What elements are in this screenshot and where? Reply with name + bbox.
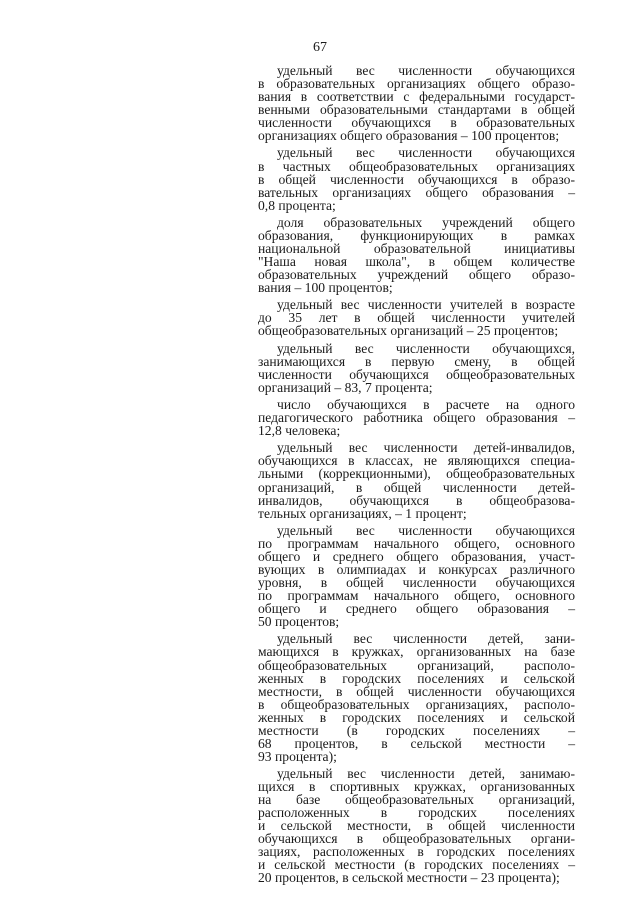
text-line: организаций – 83, 7 процента; — [258, 379, 433, 395]
text-line: по программам начального общего, основного — [258, 588, 575, 604]
text-line: образования, функционирующих в рамках — [258, 227, 575, 243]
text-line: общеобразовательных организаций, располо- — [258, 657, 575, 673]
text-line: тельных организациях, – 1 процент; — [258, 505, 467, 521]
text-line: в общеобразовательных организациях, располо- — [258, 696, 575, 712]
text-line: и сельской местности (в городских поселениях – — [258, 857, 575, 873]
text-line: в общей численности обучающихся в образо- — [258, 171, 575, 187]
text-line: инвалидов, обучающихся в общеобразова- — [258, 492, 575, 508]
paragraph — [258, 632, 575, 762]
text-line: уровня, в общей численности обучающихся — [258, 575, 575, 591]
text-line: число обучающихся в расчете на одного — [277, 397, 575, 413]
text-line: педагогического работника общего образования – — [258, 410, 575, 426]
paragraph — [258, 216, 575, 294]
text-line: в частных общеобразовательных организациях — [258, 158, 575, 174]
text-line: удельный вес численности обучающихся — [277, 63, 575, 78]
text-line: обучающихся в общеобразовательных органи- — [258, 831, 575, 847]
text-line: 93 процента); — [258, 748, 337, 764]
text-line: местности, в общей численности обучающихся — [258, 683, 575, 699]
text-line: по программам начального общего, основного — [258, 535, 575, 551]
text-line: удельный вес численности учителей в возрасте — [277, 297, 575, 313]
text-line: и сельской местности, в общей численности — [258, 818, 575, 834]
text-line: вующих в олимпиадах и конкурсах различного — [258, 562, 575, 577]
text-line: образовательных учреждений общего образо- — [258, 267, 575, 283]
text-line: доля образовательных учреждений общего — [277, 214, 575, 230]
page-number: 67 — [313, 40, 327, 55]
text-line: вания в соответствии с федеральными государст- — [258, 89, 575, 105]
text-line: удельный вес численности обучающихся — [277, 145, 575, 161]
text-line: удельный вес численности детей, занимаю- — [277, 766, 575, 782]
text-line: численности обучающихся общеобразовательных — [258, 366, 575, 382]
text-line: в образовательных организациях общего образо- — [258, 76, 575, 92]
text-line: национальной образовательной инициативы — [258, 240, 575, 256]
text-line: на базе общеобразовательных организаций, — [258, 792, 575, 808]
text-line: организациях общего образования – 100 процентов; — [258, 128, 560, 144]
paragraph — [258, 298, 575, 337]
text-line: венными образовательными стандартами в общей — [258, 102, 575, 118]
text-line: 68 процентов, в сельской местности – — [258, 735, 575, 751]
paragraph — [258, 398, 575, 437]
text-line: удельный вес численности обучающихся, — [277, 340, 575, 356]
text-line: удельный вес численности обучающихся — [277, 522, 575, 538]
text-line: женных в городских поселениях и сельской — [258, 709, 575, 725]
text-line: общего и среднего общего образования – — [258, 601, 575, 617]
text-line: расположенных в городских поселениях — [258, 805, 575, 821]
paragraph — [258, 146, 575, 211]
text-line: местности (в городских поселениях – — [258, 722, 575, 738]
text-line: 20 процентов, в сельской местности – 23 процента); — [258, 870, 560, 886]
text-line: 0,8 процента; — [258, 197, 336, 213]
text-line: щихся в спортивных кружках, организованных — [258, 779, 575, 795]
text-line: льными (коррекционными), общеобразовательных — [258, 466, 575, 482]
text-line: вания – 100 процентов; — [258, 280, 393, 296]
text-line: занимающихся в первую смену, в общей — [258, 353, 575, 369]
text-line: зациях, расположенных в городских поселениях — [258, 844, 575, 860]
text-line: до 35 лет в общей численности учителей — [258, 310, 575, 326]
text-line: вательных организациях общего образования – — [258, 184, 575, 200]
text-line: "Наша новая школа", в общем количестве — [258, 254, 575, 270]
document-body — [258, 64, 575, 889]
text-line: численности обучающихся в образовательных — [258, 115, 575, 131]
text-line: 50 процентов; — [258, 614, 340, 630]
paragraph — [258, 64, 575, 142]
paragraph — [258, 441, 575, 519]
paragraph — [258, 524, 575, 628]
text-line: общего и среднего общего образования, участ- — [258, 548, 575, 564]
paragraph — [258, 342, 575, 394]
paragraph — [258, 767, 575, 884]
text-line: женных в городских поселениях и сельской — [258, 670, 575, 686]
text-line: удельный вес численности детей, зани- — [277, 631, 575, 647]
text-line: 12,8 человека; — [258, 423, 341, 439]
text-line: удельный вес численности детей-инвалидов, — [277, 440, 575, 456]
text-line: общеобразовательных организаций – 25 процентов; — [258, 323, 559, 339]
text-line: мающихся в кружках, организованных на базе — [258, 644, 575, 660]
text-line: обучающихся в классах, не являющихся специа- — [258, 453, 575, 469]
text-line: организаций, в общей численности детей- — [258, 479, 575, 495]
